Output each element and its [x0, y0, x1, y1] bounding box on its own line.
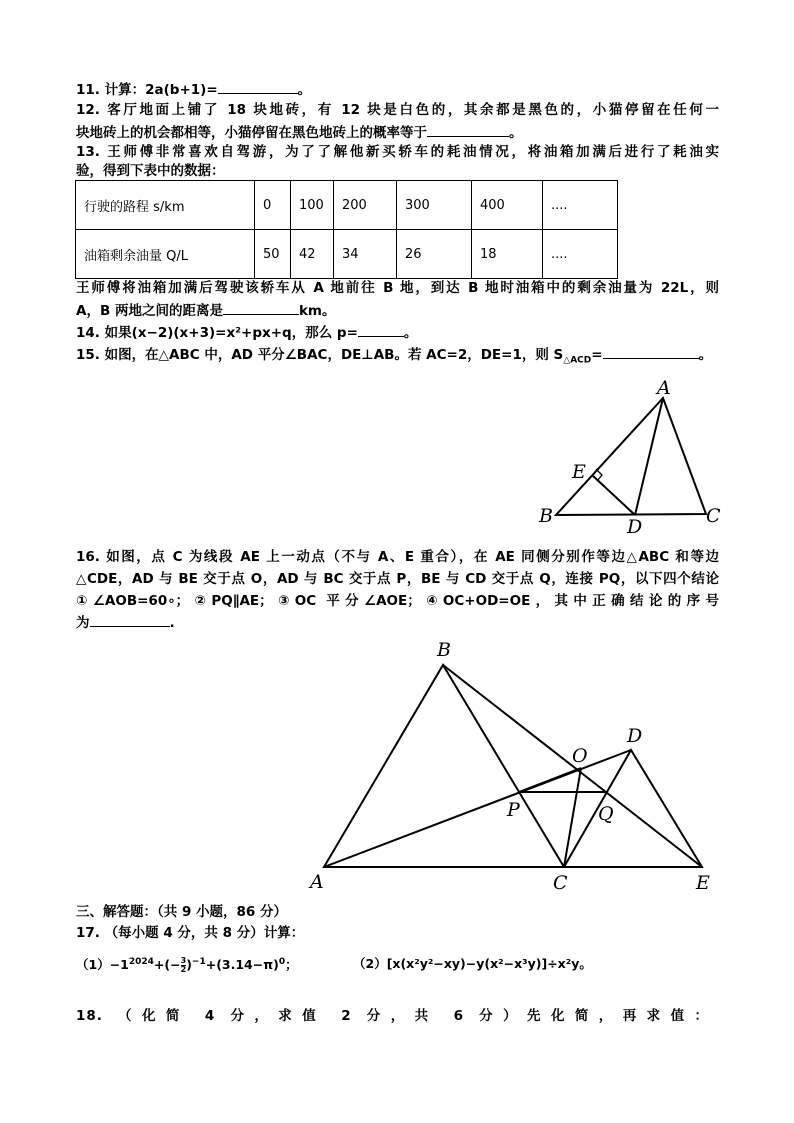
- q11-answer-blank[interactable]: [218, 79, 298, 94]
- q14-text: 如果(x−2)(x+3)=x²+px+q，那么 p=: [104, 325, 358, 341]
- question-17: [76, 924, 304, 942]
- q12-end: 。: [509, 125, 523, 141]
- q17-text: （每小题 4 分，共 8 分）计算：: [104, 925, 305, 941]
- label-c: C: [553, 872, 568, 894]
- triangle-figure-1: [530, 372, 730, 534]
- q12-line2: 块地砖上的机会都相等，小猫停留在黑色地砖上的概率等于: [76, 125, 427, 141]
- segment-ad: [324, 750, 631, 867]
- table-cell: 0: [255, 181, 291, 230]
- q17-part1-c: ): [186, 957, 192, 973]
- q13-line2: 验，得到下表中的数据：: [76, 163, 225, 179]
- question-11: [76, 79, 311, 99]
- label-e: E: [696, 872, 710, 894]
- q16-line3: ①∠AOB=60∘；②PQ∥AE；③OC 平分∠AOE；④OC+OD=OE，其中正确结论的序号: [76, 593, 719, 609]
- table-cell: 26: [397, 230, 472, 279]
- table-row: [76, 230, 618, 279]
- q13-number: 13.: [76, 144, 100, 160]
- table-cell: 200: [334, 181, 397, 230]
- label-p: P: [507, 799, 520, 821]
- question-14: [76, 322, 417, 342]
- triangle-abc: [556, 398, 706, 515]
- q17-part1-b: +(−: [153, 957, 181, 973]
- q17-part1-exp3: 0: [278, 957, 286, 967]
- section-3-heading: [76, 903, 287, 921]
- q18-number: 18.: [76, 1008, 103, 1024]
- question-15: [76, 344, 712, 370]
- q16-line1: 如图，点 C 为线段 AE 上一动点（不与 A、E 重合），在 AE 同侧分别作等边△ABC 和等边: [106, 549, 719, 565]
- q16-line2: △CDE，AD 与 BE 交于点 O，AD 与 BC 交于点 P，BE 与 CD 交于点 Q，连接 PQ，以下四个结论: [76, 571, 719, 587]
- label-d: D: [627, 516, 643, 534]
- table-cell: 100: [291, 181, 334, 230]
- table-cell: 42: [291, 230, 334, 279]
- q16-end: .: [169, 615, 175, 631]
- q13-answer-blank[interactable]: [223, 300, 299, 315]
- q15-end: 。: [698, 347, 713, 363]
- q13-after2a: A，B 两地之间的距离是: [76, 303, 223, 319]
- table-row-label: 油箱剩余油量 Q/L: [76, 230, 255, 279]
- q12-answer-blank[interactable]: [427, 122, 509, 137]
- question-13-after1: [76, 279, 719, 297]
- table-row: [76, 181, 618, 230]
- q12-line1: 客厅地面上铺了 18 块地砖，有 12 块是白色的，其余都是黑色的，小猫停留在任何一: [107, 102, 720, 118]
- q15-eq: =: [591, 347, 603, 363]
- fuel-table: [75, 180, 618, 279]
- question-17-part2: [353, 955, 592, 973]
- q14-end: 。: [403, 325, 418, 341]
- q17-part1-exp: 2024: [128, 957, 154, 967]
- question-16-line2: [76, 570, 719, 588]
- question-12-line2: [76, 122, 523, 142]
- q14-answer-blank[interactable]: [358, 322, 404, 337]
- table-cell: ....: [543, 181, 618, 230]
- label-q: Q: [598, 803, 614, 825]
- q16-line4: 为: [76, 615, 90, 631]
- label-a: A: [310, 871, 324, 893]
- q17-part1-a: （1）−1: [76, 957, 129, 973]
- label-c: C: [706, 505, 721, 527]
- triangle-figure-2: [300, 630, 730, 895]
- section-3-title: 三、解答题：（共 9 小题，86 分）: [76, 904, 288, 920]
- q17-part1-e: ；: [285, 957, 298, 973]
- q16-answer-blank[interactable]: [90, 612, 170, 627]
- table-cell: ....: [543, 230, 618, 279]
- q13-after2b: km。: [298, 303, 336, 319]
- label-o: O: [572, 745, 588, 767]
- table-cell: 50: [255, 230, 291, 279]
- question-17-part1: [76, 953, 298, 974]
- question-16-line4: [76, 612, 175, 632]
- q17-part2: （2）[x(x²y²−xy)−y(x²−x³y)]÷x²y。: [353, 956, 592, 971]
- q15-subscript: △ACD: [563, 355, 592, 366]
- question-13-line2: [76, 162, 225, 180]
- table-row-label: 行驶的路程 s/km: [76, 181, 255, 230]
- table-cell: 18: [472, 230, 543, 279]
- q15-answer-blank[interactable]: [603, 344, 699, 359]
- segment-ad: [635, 398, 663, 515]
- q17-frac-num: 3: [180, 956, 187, 966]
- q11-text: 计算：2a(b+1)=: [104, 82, 218, 98]
- table-cell: 300: [397, 181, 472, 230]
- q14-number: 14.: [76, 325, 100, 341]
- q11-end: 。: [297, 82, 312, 98]
- q17-frac-den: 2: [180, 965, 187, 975]
- segment-op: [519, 768, 581, 792]
- question-16-line1: [76, 548, 719, 566]
- triangle-abc: [324, 665, 564, 867]
- label-b: B: [437, 639, 451, 661]
- question-18: [76, 1007, 709, 1025]
- q13-after1: 王师傅将油箱加满后驾驶该轿车从 A 地前往 B 地，到达 B 地时油箱中的剩余油量为 22L，则: [76, 280, 719, 296]
- q17-part1-d: +(3.14−π): [205, 957, 279, 973]
- q18-text: （化简 4 分，求值 2 分，共 6 分）先化简，再求值：: [118, 1008, 709, 1024]
- q12-number: 12.: [76, 102, 100, 118]
- table-cell: 34: [334, 230, 397, 279]
- q15-number: 15.: [76, 347, 100, 363]
- question-13-line1: [76, 143, 719, 161]
- q17-number: 17.: [76, 925, 100, 941]
- label-e: E: [572, 461, 586, 483]
- label-d: D: [627, 725, 643, 747]
- q16-number: 16.: [76, 549, 100, 565]
- q15-text: 如图，在△ABC 中，AD 平分∠BAC，DE⊥AB。若 AC=2，DE=1，则 S: [104, 347, 564, 363]
- label-b: B: [539, 505, 553, 527]
- segment-de: [592, 475, 635, 515]
- question-16-line3: [76, 592, 719, 610]
- question-13-after2: [76, 300, 335, 320]
- table-cell: 400: [472, 181, 543, 230]
- q17-part1-exp2: −1: [191, 957, 206, 967]
- q13-line1: 王师傅非常喜欢自驾游，为了了解他新买轿车的耗油情况，将油箱加满后进行了耗油实: [107, 144, 720, 160]
- q11-number: 11.: [76, 82, 100, 98]
- question-12-line1: [76, 101, 719, 119]
- label-a: A: [657, 377, 671, 399]
